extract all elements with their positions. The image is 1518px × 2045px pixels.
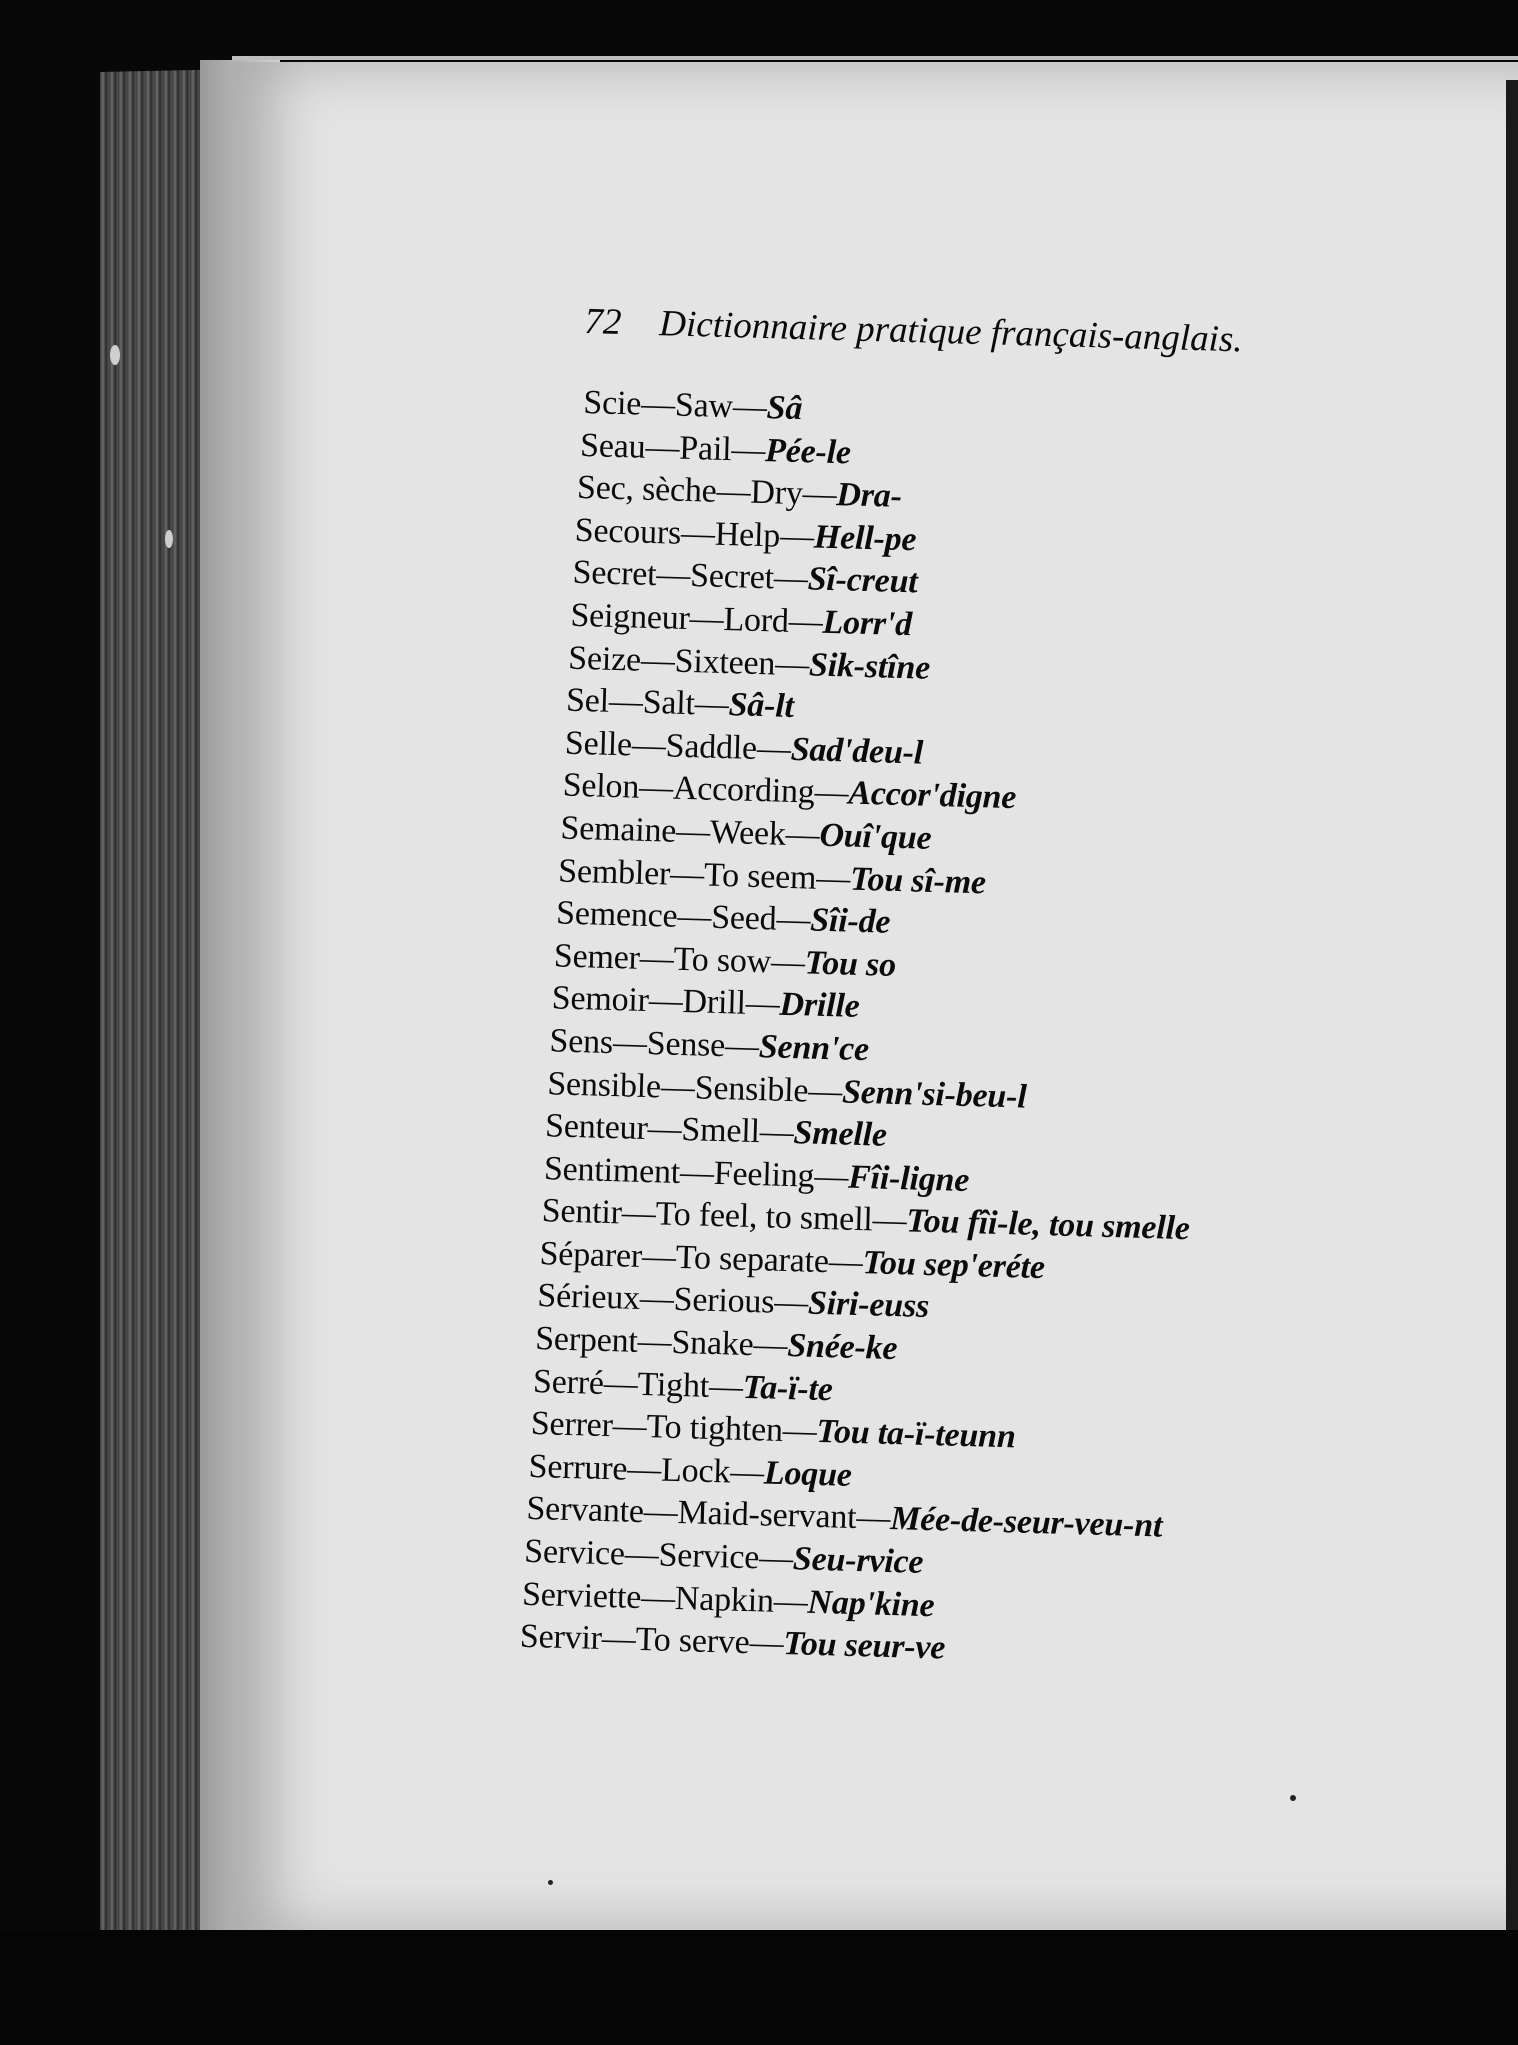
entry-separator: — [637,1322,673,1361]
entry-separator: — [644,428,680,467]
english-word: Salt [642,683,696,723]
entry-separator: — [603,1364,639,1403]
dust-speck [1290,1795,1296,1801]
french-word: Semoir [551,979,650,1020]
entry-separator: — [758,1539,794,1578]
french-word: Seigneur [569,596,691,638]
english-word: Napkin [674,1579,775,1620]
entry-separator: — [782,1412,818,1451]
entry-separator: — [621,1194,657,1233]
french-word: Semaine [560,809,677,850]
pronunciation: Pée-le [764,431,852,472]
french-word: Sensible [546,1064,662,1105]
entry-separator: — [872,1201,907,1240]
french-word: Service [523,1532,626,1573]
entry-separator: — [676,897,712,936]
dust-speck [165,530,173,548]
pronunciation: Drille [779,986,861,1026]
entry-separator: — [647,1110,682,1149]
english-word: To sow [673,940,772,981]
french-word: Semence [555,894,678,935]
entry-separator: — [660,1067,696,1106]
entry-separator: — [785,815,821,854]
english-word: Snake [670,1323,755,1364]
english-word: To tighten [646,1408,784,1450]
entry-separator: — [675,812,711,851]
pronunciation: Siri-euss [807,1285,930,1326]
entry-separator: — [624,1535,660,1574]
pronunciation: Tou sî-me [849,860,987,901]
french-word: Séparer [539,1234,643,1275]
entry-separator: — [773,1582,809,1621]
english-word: Saddle [665,727,758,767]
pronunciation: Senn'si-beu-l [841,1072,1028,1116]
entry-separator: — [612,1023,648,1062]
right-page-edge [1506,80,1518,1940]
french-word: Seau [579,426,647,466]
french-word: Sérieux [536,1277,641,1318]
french-word: Serrure [528,1447,628,1488]
page-top-edge [232,56,1518,60]
pronunciation: Tou sep'eréte [862,1244,1046,1287]
french-word: Sembler [557,852,671,893]
english-word: Service [658,1536,760,1577]
entry-separator: — [680,514,716,553]
pronunciation: Dra- [835,476,903,516]
english-word: To feel, to smell [655,1195,874,1239]
french-word: Selon [562,766,640,807]
english-word: Lord [722,600,790,640]
entry-separator: — [639,939,675,978]
french-word: Sel [565,681,610,720]
page-number: 72 [583,300,622,344]
english-word: Serious [673,1281,775,1322]
pronunciation: Tou seur-ve [782,1625,946,1667]
entry-separator: — [716,472,751,511]
french-word: Servante [525,1490,645,1531]
french-word: Scie [582,383,642,423]
pronunciation: Sâ [766,389,803,428]
english-word: Lock [660,1451,731,1491]
english-word: Saw [674,386,734,426]
french-word: Sec, sèche [576,469,718,510]
english-word: Tight [637,1365,710,1405]
entry-separator: — [639,1280,675,1319]
entry-separator: — [729,1453,765,1492]
pronunciation: Sâ-lt [728,686,795,726]
entry-separator: — [689,600,725,638]
entry-separator: — [730,430,766,469]
pronunciation: Mée-de-seur-veu-nt [889,1500,1163,1546]
entry-separator: — [626,1450,662,1489]
dust-speck [548,1880,553,1885]
french-word: Sentir [541,1192,623,1232]
entry-separator: — [788,602,824,641]
french-word: Sentiment [543,1149,681,1191]
entry-separator: — [679,1153,715,1192]
entry-separator: — [779,517,815,556]
entry-separator: — [828,1243,864,1281]
french-word: Servir [519,1617,603,1658]
pronunciation: Lorr'd [822,603,913,644]
french-word: Secours [574,511,682,552]
dictionary-entries [519,382,1212,1677]
entry-separator: — [638,769,674,807]
entry-separator: — [708,1367,744,1406]
english-word: Sensible [694,1068,809,1110]
english-word: Help [714,515,781,555]
english-word: Feeling [713,1154,815,1195]
entry-separator: — [655,556,691,595]
pronunciation: Tou fîi-le, tou smelle [905,1202,1191,1248]
pronunciation: Nap'kine [807,1583,935,1624]
english-word: Drill [682,983,747,1023]
french-word: Sens [549,1022,614,1061]
entry-separator: — [640,641,676,680]
entry-separator: — [773,559,809,598]
english-word: To separate [675,1238,830,1281]
pronunciation: Seu-rvice [792,1540,924,1581]
english-word: Maid-servant [677,1494,857,1537]
pronunciation: Snée-ke [786,1327,898,1368]
running-title: Dictionnaire pratique français-anglais. [658,303,1244,361]
entry-separator: — [773,1284,809,1323]
pronunciation: Ta-ï-te [742,1368,834,1408]
french-word: Semer [553,937,641,977]
french-word: Senteur [544,1107,649,1148]
entry-separator: — [814,773,849,812]
french-word: Secret [572,554,657,594]
english-word: Sixteen [674,642,776,683]
english-word: Week [709,813,787,853]
pronunciation: Tou so [804,944,897,984]
entry-separator: — [855,1499,891,1538]
background-bottom [0,1930,1518,2045]
entry-separator: — [775,900,811,939]
english-word: Smell [680,1111,761,1151]
entry-separator: — [640,385,676,424]
french-word: Serpent [534,1320,639,1360]
pronunciation: Sî-creut [807,560,919,601]
english-word: Dry [749,473,804,513]
english-word: Pail [678,429,732,468]
french-word: Seize [567,639,642,679]
pronunciation: Sîi-de [809,901,891,941]
entry-separator: — [756,729,792,768]
entry-separator: — [640,1578,676,1617]
french-word: Serviette [521,1575,642,1616]
entry-separator: — [770,943,806,982]
english-word: According [672,769,816,811]
pronunciation: Fîi-ligne [847,1158,970,1199]
entry-separator: — [815,859,851,898]
entry-separator: — [694,685,730,724]
entry-separator: — [724,1027,760,1066]
french-word: Serré [532,1362,605,1402]
entry-separator: — [813,1157,849,1196]
french-word: Serrer [530,1405,614,1445]
french-word: Selle [564,724,633,764]
pronunciation: Hell-pe [813,518,917,559]
english-word: To serve [635,1621,751,1662]
pronunciation: Senn'ce [758,1028,870,1069]
pronunciation: Sad'deu-l [790,730,924,772]
english-word: Secret [689,557,775,597]
entry-separator: — [749,1624,784,1663]
entry-separator: — [802,475,837,514]
entry-separator: — [753,1326,788,1365]
entry-separator: — [669,855,705,894]
entry-separator: — [745,985,781,1024]
pronunciation: Accor'digne [847,774,1017,817]
entry-separator: — [631,726,667,765]
entry-separator: — [774,645,810,683]
entry-separator: — [648,982,684,1021]
pronunciation: Loque [763,1454,853,1494]
pronunciation: Tou ta-ï-teunn [816,1413,1017,1456]
entry-separator: — [612,1407,648,1446]
pronunciation: Ouî'que [818,816,932,857]
entry-separator: — [641,1237,677,1276]
english-word: To seem [703,856,817,897]
english-word: Seed [710,898,778,938]
entry-separator: — [807,1072,843,1110]
entry-separator: — [643,1493,679,1532]
entry-separator: — [732,388,768,427]
pronunciation: Sik-stîne [808,645,931,687]
dust-speck [110,345,120,365]
pronunciation: Smelle [793,1114,888,1154]
entry-separator: — [608,682,644,721]
english-word: Sense [646,1024,726,1065]
entry-separator: — [759,1113,795,1152]
entry-separator: — [601,1620,637,1659]
